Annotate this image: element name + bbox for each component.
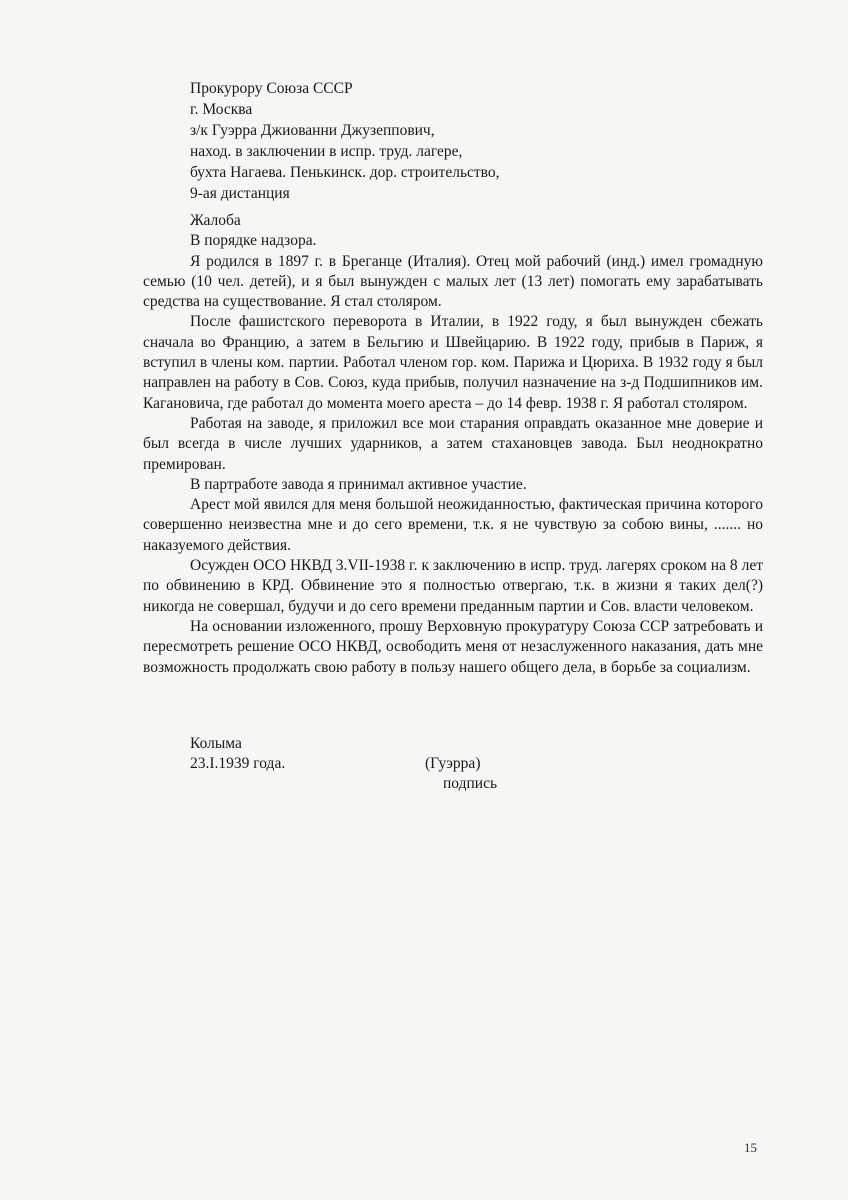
complaint-paragraph: Я родился в 1897 г. в Бреганце (Италия). Отец мой рабочий (инд.) имел громадную семью (10 чел. детей), и я был вынужден с малых лет (13 лет) помогать ему зарабатывать средства на существование. Я стал столяром.: [143, 252, 763, 311]
closing-date: 23.I.1939 года.: [190, 755, 286, 772]
addressee-line: Прокурору Союза СССР: [190, 80, 353, 97]
addressee-line: бухта Нагаева. Пенькинск. дор. строительство,: [190, 164, 500, 181]
addressee-line: з/к Гуэрра Джиованни Джузеппович,: [190, 122, 435, 139]
closing-block: [190, 734, 285, 774]
complaint-title: Жалоба: [190, 212, 241, 229]
closing-place: Колыма: [190, 735, 242, 752]
complaint-paragraph: Осужден ОСО НКВД 3.VII-1938 г. к заключению в испр. труд. лагерях сроком на 8 лет по обвинению в КРД. Обвинение это я полностью отвергаю, т.к. в жизни я таких дел(?) никогда не совершал, будучи и до сего времени преданным партии и Сов. власти человеком.: [143, 557, 763, 615]
complaint-paragraph: После фашистского переворота в Италии, в 1922 году, я был вынужден сбежать сначала во Францию, а затем в Бельгию и Швейцарию. В 1922 году, прибыв в Париж, я вступил в члены ком. партии. Работал членом гор. ком. Парижа и Цюриха. В 1932 году я был направлен на работу в Сов. Союз, куда прибыв, получил назначение на з-д Подшипников им. Кагановича, где работал до момента моего ареста – до 14 февр. 1938 г. Я работал столяром.: [143, 313, 763, 412]
complaint-paragraph: Работая на заводе, я приложил все мои старания оправдать оказанное мне доверие и был всегда в числе лучших ударников, а затем стахановцев завода. Был неоднократно премирован.: [143, 414, 763, 473]
page-number: 15: [744, 1140, 757, 1155]
addressee-line: г. Москва: [190, 101, 253, 118]
signature-label: подпись: [443, 775, 498, 792]
complaint-paragraph: В партработе завода я принимал активное участие.: [190, 475, 527, 493]
addressee-line: наход. в заключении в испр. труд. лагере,: [190, 143, 463, 160]
complaint-body: [143, 211, 763, 678]
complaint-subtitle: В порядке надзора.: [190, 232, 317, 250]
addressee-line: 9-ая дистанция: [190, 185, 290, 202]
signature: (Гуэрра): [425, 755, 481, 772]
addressee-block: [190, 78, 790, 204]
complaint-paragraph: Арест мой явился для меня большой неожиданностью, фактическая причина которого совершенно неизвестна мне и до сего времени, т.к. я не чувствую за собою вины, ....... но наказуемого действия.: [143, 496, 763, 554]
complaint-paragraph: На основании изложенного, прошу Верховную прокуратуру Союза ССР затребовать и пересмотреть решение ОСО НКВД, освободить меня от незаслуженного наказания, дать мне возможность продолжать свою работу в пользу нашего общего дела, в борьбе за социализм.: [143, 617, 763, 676]
